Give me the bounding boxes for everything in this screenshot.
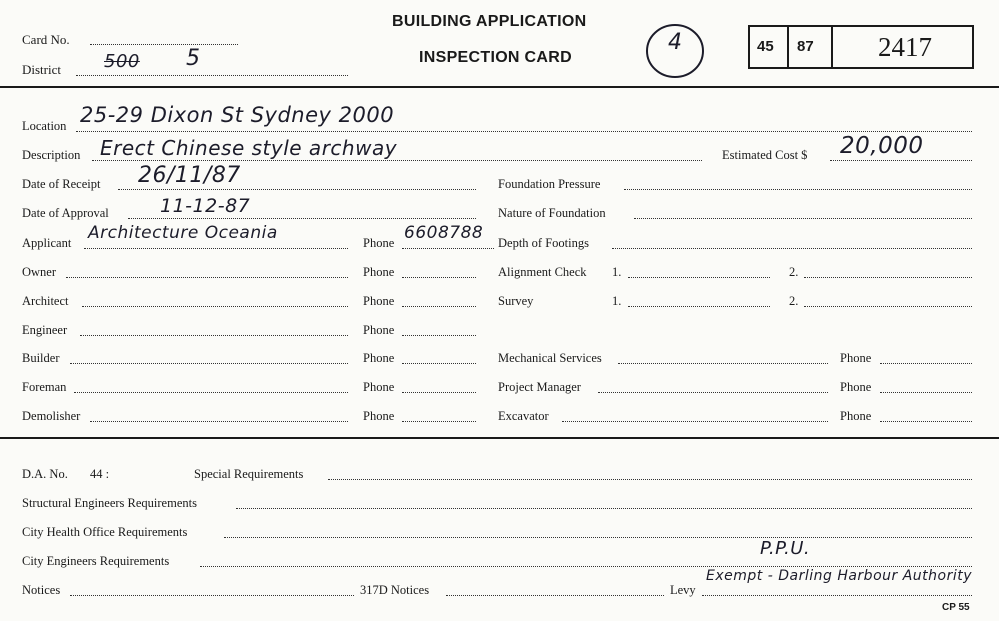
alignment-check-1-line — [628, 277, 770, 278]
engineer-label: Engineer — [22, 323, 68, 337]
location-line — [76, 131, 972, 132]
builder-line — [70, 363, 348, 364]
card-no-label: Card No. — [22, 32, 70, 47]
date-of-approval-line — [128, 218, 476, 219]
special-requirements-line — [328, 479, 972, 480]
alignment-check-2: 2. — [789, 265, 799, 279]
foreman-label: Foreman — [22, 380, 67, 394]
levy-value: Exempt - Darling Harbour Authority — [706, 568, 973, 584]
notices-line — [70, 595, 354, 596]
district-label: District — [22, 62, 61, 77]
mechanical-services-line — [618, 363, 828, 364]
foreman-phone-line — [402, 392, 476, 393]
survey-1-line — [628, 306, 770, 307]
district-struck-value: 500 — [104, 51, 140, 72]
applicant-phone-line — [402, 248, 494, 249]
special-requirements-label: Special Requirements — [194, 467, 304, 481]
description-label: Description — [22, 148, 81, 162]
survey-1: 1. — [612, 294, 622, 308]
levy-label: Levy — [670, 583, 696, 597]
project-manager-phone-line — [880, 392, 972, 393]
circled-mark: 4 — [668, 30, 683, 55]
owner-line — [66, 277, 348, 278]
architect-phone-label: Phone — [363, 294, 395, 308]
applicant-value: Architecture Oceania — [88, 223, 278, 243]
da-no-value: 44 : — [90, 467, 110, 481]
title-line1: BUILDING APPLICATION — [392, 13, 587, 30]
foreman-phone-label: Phone — [363, 380, 395, 394]
location-value: 25-29 Dixon St Sydney 2000 — [80, 103, 395, 127]
project-manager-label: Project Manager — [498, 380, 581, 394]
structural-requirements-label: Structural Engineers Requirements — [22, 496, 197, 510]
fields-divider — [0, 437, 999, 439]
card-no-line — [90, 44, 238, 45]
applicant-phone-value: 6608788 — [404, 223, 484, 243]
da-no-label: D.A. No. — [22, 467, 68, 481]
foundation-pressure-label: Foundation Pressure — [498, 177, 601, 191]
builder-phone-label: Phone — [363, 351, 395, 365]
applicant-phone-label: Phone — [363, 236, 395, 250]
nature-of-foundation-label: Nature of Foundation — [498, 206, 606, 220]
excavator-phone-line — [880, 421, 972, 422]
builder-phone-line — [402, 363, 476, 364]
date-of-approval-label: Date of Approval — [22, 206, 109, 220]
date-of-receipt-label: Date of Receipt — [22, 177, 101, 191]
notices-label: Notices — [22, 583, 61, 597]
engineer-phone-line — [402, 335, 476, 336]
levy-line — [702, 595, 972, 596]
owner-phone-label: Phone — [363, 265, 395, 279]
notices-317d-line — [446, 595, 664, 596]
architect-label: Architect — [22, 294, 69, 308]
survey-2: 2. — [789, 294, 799, 308]
levy-note: P.P.U. — [760, 538, 811, 559]
demolisher-line — [90, 421, 348, 422]
foreman-line — [74, 392, 348, 393]
city-engineers-label: City Engineers Requirements — [22, 554, 170, 568]
estimated-cost-value: 20,000 — [840, 133, 924, 159]
district-line — [76, 75, 348, 76]
depth-of-footings-label: Depth of Footings — [498, 236, 589, 250]
health-requirements-line — [224, 537, 972, 538]
notices-317d-label: 317D Notices — [360, 583, 430, 597]
alignment-check-2-line — [804, 277, 972, 278]
survey-label: Survey — [498, 294, 534, 308]
architect-phone-line — [402, 306, 476, 307]
district-value: 5 — [186, 46, 201, 71]
survey-2-line — [804, 306, 972, 307]
excavator-line — [562, 421, 828, 422]
ref-box-3-value: 2417 — [878, 32, 932, 62]
title-line2: INSPECTION CARD — [419, 49, 572, 66]
mechanical-services-label: Mechanical Services — [498, 351, 602, 365]
date-of-receipt-value: 26/11/87 — [138, 163, 241, 188]
header-divider — [0, 86, 999, 88]
description-line — [92, 160, 702, 161]
builder-label: Builder — [22, 351, 60, 365]
foundation-pressure-line — [624, 189, 972, 190]
demolisher-phone-label: Phone — [363, 409, 395, 423]
city-engineers-line — [200, 566, 972, 567]
alignment-check-label: Alignment Check — [498, 265, 587, 279]
project-manager-phone-label: Phone — [840, 380, 872, 394]
nature-of-foundation-line — [634, 218, 972, 219]
estimated-cost-line — [830, 160, 972, 161]
architect-line — [82, 306, 348, 307]
mechanical-services-phone-label: Phone — [840, 351, 872, 365]
structural-requirements-line — [236, 508, 972, 509]
description-value: Erect Chinese style archway — [100, 136, 398, 160]
health-requirements-label: City Health Office Requirements — [22, 525, 188, 539]
engineer-phone-label: Phone — [363, 323, 395, 337]
location-label: Location — [22, 119, 67, 133]
form-code: CP 55 — [942, 602, 970, 613]
mechanical-services-phone-line — [880, 363, 972, 364]
date-of-approval-value: 11-12-87 — [160, 195, 251, 217]
ref-box-2-value: 87 — [797, 38, 814, 55]
ref-box-1-value: 45 — [757, 38, 774, 55]
excavator-phone-label: Phone — [840, 409, 872, 423]
excavator-label: Excavator — [498, 409, 549, 423]
project-manager-line — [598, 392, 828, 393]
depth-of-footings-line — [612, 248, 972, 249]
owner-phone-line — [402, 277, 476, 278]
demolisher-label: Demolisher — [22, 409, 81, 423]
alignment-check-1: 1. — [612, 265, 622, 279]
applicant-label: Applicant — [22, 236, 72, 250]
applicant-line — [84, 248, 348, 249]
date-of-receipt-line — [118, 189, 476, 190]
engineer-line — [80, 335, 348, 336]
demolisher-phone-line — [402, 421, 476, 422]
owner-label: Owner — [22, 265, 57, 279]
estimated-cost-label: Estimated Cost $ — [722, 148, 808, 162]
